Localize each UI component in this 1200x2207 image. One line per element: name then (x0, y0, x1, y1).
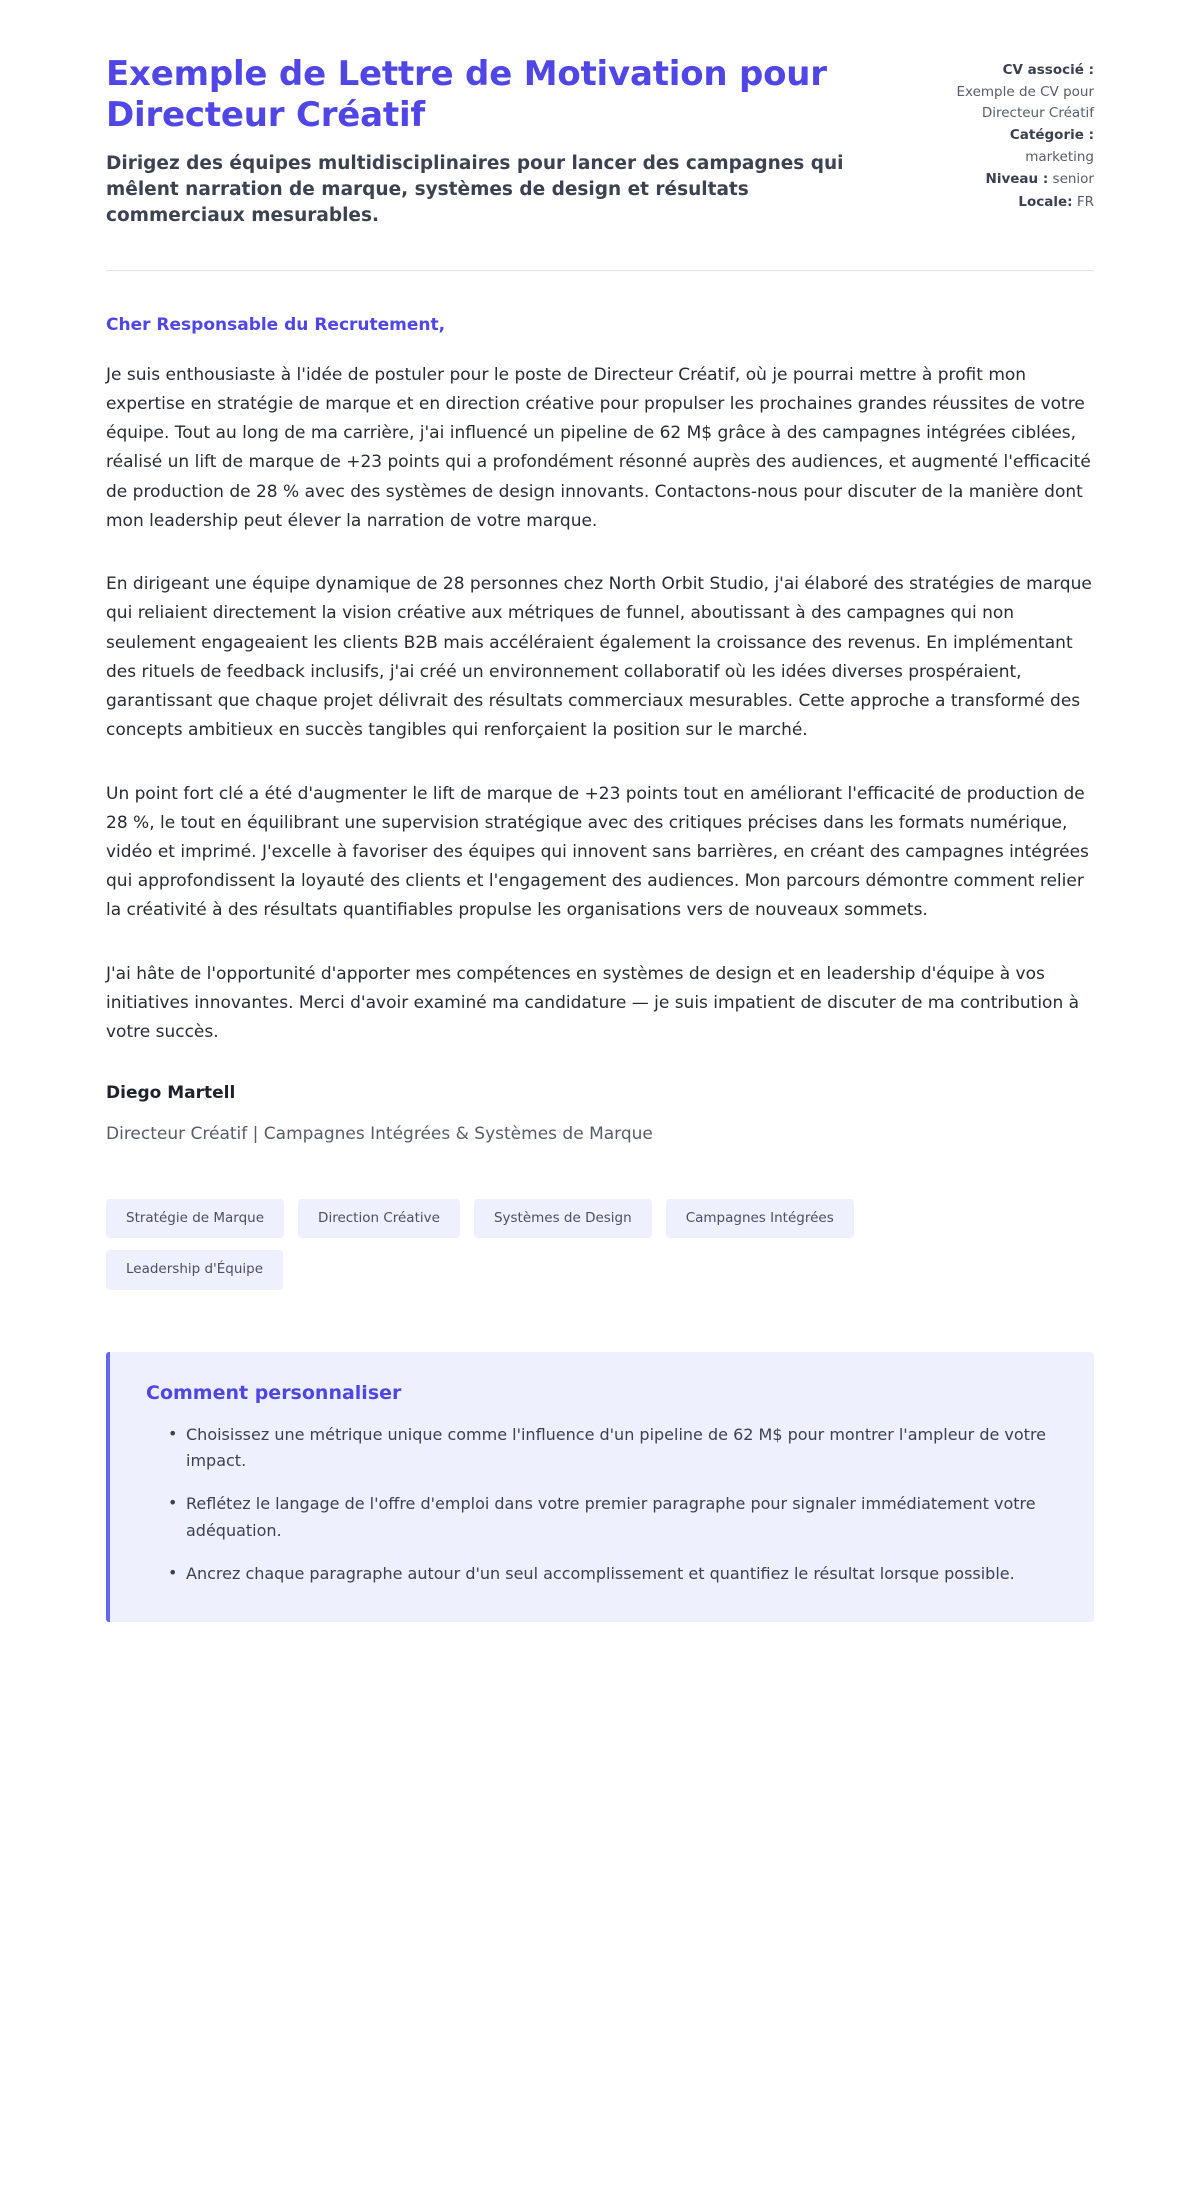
meta-label-category: Catégorie : (1009, 126, 1094, 143)
letter-paragraph: Je suis enthousiaste à l'idée de postuler pour le poste de Directeur Créatif, où je pourrai mettre à profit mon expertise en stratégie de marque et en direction créative pour propulser les prochaines grandes réussites de votre équipe. Tout au long de ma carrière, j'ai influencé un pipeline de 62 M$ grâce à des campagnes intégrées ciblées, réalisé un lift de marque de +23 points qui a profondément résonné auprès des audiences, et augmenté l'efficacité de production de 28 % avec des systèmes de design innovants. Contactons-nous pour discuter de la manière dont mon leadership peut élever la narration de votre marque. (106, 364, 1091, 531)
tag-item[interactable]: Campagnes Intégrées (666, 1199, 854, 1239)
tag-item[interactable]: Stratégie de Marque (106, 1199, 284, 1239)
letter-paragraph: Un point fort clé a été d'augmenter le lift de marque de +23 points tout en améliorant l'efficacité de production de 28 %, le tout en équilibrant une supervision stratégique avec des critiques précises dans les formats numérique, vidéo et imprimé. J'excelle à favoriser des équipes qui innovent sans barrières, en créant des campagnes intégrées qui approfondissent la loyauté des clients et l'engagement des audiences. Mon parcours démontre comment relier la créativité à des résultats quantifiables propulse les organisations vers de nouveaux sommets. (106, 783, 1089, 921)
meta-row-level (914, 169, 1094, 189)
meta-row-cv (914, 60, 1094, 80)
signature-role: Directeur Créatif | Campagnes Intégrées & Systèmes de Marque (106, 1124, 653, 1145)
callout-title: Comment personnaliser (146, 1381, 402, 1404)
meta-value-cv-row (914, 82, 1094, 123)
page-title: Exemple de Lettre de Motivation pour Directeur Créatif (106, 54, 827, 136)
tag-item[interactable]: Leadership d'Équipe (106, 1250, 283, 1290)
header-text-block (106, 54, 874, 230)
tag-item[interactable]: Direction Créative (298, 1199, 460, 1239)
tag-list (106, 1199, 986, 1290)
tag-item[interactable]: Systèmes de Design (474, 1199, 652, 1239)
callout-list-item: • Ancrez chaque paragraphe autour d'un seul accomplissement et quantifiez le résultat lorsque possible. (168, 1561, 1058, 1588)
callout-list (146, 1422, 1058, 1588)
meta-value-cv: Exemple de CV pour Directeur Créatif (956, 84, 1094, 121)
meta-value-category: marketing (1025, 149, 1094, 165)
letter-paragraph: En dirigeant une équipe dynamique de 28 personnes chez North Orbit Studio, j'ai élaboré des stratégies de marque qui reliaient directement la vision créative aux métriques de funnel, aboutissant à des campagnes qui non seulement engageaient les clients B2B mais accéléraient également la croissance des revenus. En implémentant des rituels de feedback inclusifs, j'ai créé un environnement collaboratif où les idées diverses prospéraient, garantissant que chaque projet délivrait des résultats commerciaux mesurables. Cette approche a transformé des concepts ambitieux en succès tangibles qui renforçaient la position sur le marché. (106, 574, 1092, 741)
signature-name: Diego Martell (106, 1083, 236, 1104)
meta-value-locale: FR (1076, 193, 1094, 210)
callout-list-item: • Reflétez le langage de l'offre d'emploi dans votre premier paragraphe pour signaler immédiatement votre adéquation. (168, 1491, 1058, 1545)
meta-label-cv: CV associé : (1002, 62, 1094, 78)
header-metadata (914, 54, 1094, 214)
meta-row-locale (914, 192, 1094, 212)
document-header (106, 54, 1094, 230)
meta-label-locale: Locale: (1018, 193, 1073, 210)
meta-row-category (914, 125, 1094, 145)
letter-salutation: Cher Responsable du Recrutement, (106, 314, 446, 335)
customization-callout (106, 1352, 1094, 1622)
callout-list-item: • Choisissez une métrique unique comme l'influence d'un pipeline de 62 M$ pour montrer l'ampleur de votre impact. (168, 1422, 1058, 1476)
meta-label-level: Niveau : (985, 171, 1049, 188)
meta-value-category-row (914, 147, 1094, 167)
letter-body (106, 271, 1094, 1149)
page-subtitle: Dirigez des équipes multidisciplinaires pour lancer des campagnes qui mêlent narration de marque, systèmes de design et résultats commerciaux mesurables. (106, 152, 844, 227)
letter-paragraph: J'ai hâte de l'opportunité d'apporter mes compétences en systèmes de design et en leadership d'équipe à vos initiatives innovantes. Merci d'avoir examiné ma candidature — je suis impatient de discuter de ma contribution à votre succès. (106, 963, 1080, 1043)
meta-value-level: senior (1052, 171, 1094, 188)
